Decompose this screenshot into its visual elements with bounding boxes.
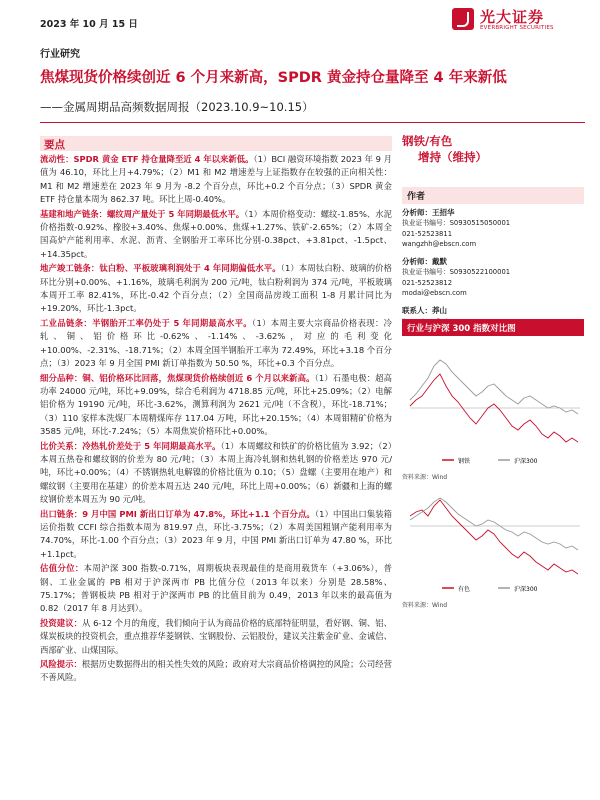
key-point-text: （1）本周钛白粉、玻璃的价格环比分别+0.00%、+1.16%，玻璃毛利润为 200 元/吨，钛白粉利润为 374 元/吨，平板玻璃本周开工率 82.41%，环比-0.42 个百分点；（2）全国商品房竣工面积 1-8 月累计同比为+19.20%，环比-1.3pct。 [40, 263, 392, 314]
series-line-index [410, 360, 578, 414]
key-point-lead: 工业品链条：半钢胎开工率仍处于 5 年同期最高水平。 [40, 317, 252, 328]
report-subtitle: ——金属周期品高频数据周报（2023.10.9~10.15） [40, 100, 314, 114]
analyst-email[interactable]: modai@ebscn.com [402, 289, 467, 298]
key-points-heading: 要点 [40, 136, 392, 151]
legend-steel: 钢铁 [458, 458, 471, 465]
key-point-lead: 流动性：SPDR 黄金 ETF 持仓量降至近 4 年以来新低。 [40, 154, 254, 164]
analyst-license: 执业证书编号：S0930522100001 [402, 268, 511, 277]
nonferrous-vs-index-chart [402, 486, 584, 596]
chart-heading: 行业与沪深 300 指数对比图 [402, 319, 584, 336]
analyst-email[interactable]: wangzhh@ebscn.com [402, 239, 477, 248]
key-point-paragraph [40, 562, 392, 616]
key-point-paragraph [40, 262, 392, 316]
key-point-text: （1）BCI 融资环境指数 2023 年 9 月值为 46.10，环比上月+4.79%；（2）M1 和 M2 增速差与上证指数存在较强的正向相关性：M1 和 M2 增速差在 2023 年 9 月为 -8.2 个百分点，环比+0.2 个百分点；（3）SPDR 黄金 ETF 持仓量本周为 862.37 吨。环比上周-0.40%。 [40, 154, 392, 205]
key-point-lead: 估值分位： [40, 563, 84, 574]
analyst-phone: 021-52523812 [402, 278, 453, 287]
key-point-text: 根据历史数据得出的相关性失效的风险；政府对大宗商品价格调控的风险；公司经营不善风险。 [40, 659, 393, 683]
rating-label: 增持（维持） [418, 150, 487, 164]
series-line-index [410, 498, 578, 550]
logo-text-cn: 光大证券 [480, 8, 545, 26]
key-point-text: 从 6-12 个月的角度，我们倾向于认为商品价格的底部特征明显，看好钢、铜、铝、煤炭板块的投资机会，重点推荐华菱钢铁、宝钢股份、云铝股份，建议关注紫金矿业、金诚信、西部矿业、山煤国际。 [40, 617, 392, 655]
key-point-paragraph [40, 208, 392, 262]
analyst-name: 分析师：王招华 [402, 208, 455, 217]
analyst-license: 执业证书编号：S0930515050001 [402, 219, 511, 228]
sector-label: 钢铁/有色 [402, 134, 453, 148]
legend-index: 沪深300 [514, 586, 538, 593]
author-heading: 作者 [402, 187, 584, 204]
analyst-block [402, 208, 584, 327]
key-point-lead: 基建和地产链条：螺纹周产量处于 5 年同期最低水平。 [40, 208, 245, 219]
key-point-paragraph [40, 317, 392, 371]
key-point-text: 本周沪深 300 指数-0.71%，周期板块表现最佳的是商用载货车（+3.06%），普钢、工业金属的 PB 相对于沪深两市 PB 比值分位（2013 年以来）分别是 28.58%、75.17%；普钢板块 PB 相对于沪深两市 PB 的比值目前为 0.49，2013 年以来的最高值为 0.82（2017 年 8 月达到）。 [40, 563, 392, 614]
key-point-text: （1）本周主要大宗商品价格表现：冷轧、铜、铝价格环比-0.62%、-1.14%、-3.62%，对应的毛利变化+10.00%、-2.31%、-18.71%；（2）本周全国半钢胎开工率为 72.49%，环比+3.18 个百分点；（3）2023 年 9 月全国 PMI 新订单指数为 50.50 %，环比+0.3 个百分点。 [40, 317, 392, 369]
key-point-paragraph [40, 440, 392, 507]
logo-text-en: EVERBRIGHT SECURITIES [480, 25, 554, 31]
section-label: 行业研究 [40, 49, 80, 60]
logo-mark-icon [452, 8, 474, 30]
key-point-paragraph [40, 153, 392, 207]
legend-index: 沪深300 [514, 458, 538, 465]
key-point-lead: 风险提示： [40, 659, 82, 670]
analyst-name: 分析师：戴默 [402, 257, 447, 267]
legend-nonferrous: 有色 [458, 586, 471, 593]
key-point-lead: 比价关系：冷热轧价差处于 5 年同期最高水平。 [40, 440, 221, 451]
key-points-body [40, 153, 392, 686]
sidebar [402, 134, 584, 327]
header-divider [40, 122, 585, 123]
key-point-text: （1）本周螺纹和铁矿的价格比值为 3.92；（2）本周五热卷和螺纹钢的价差为 80 元/吨；（3）本周上海冷轧钢和热轧钢的价格差达 970 元/吨，环比+0.00%；（4）不锈钢热轧电解镍的价格比值为 0.10；（5）盘螺（主要用在地产）和螺纹钢（主要用在基建）的价差本周五达 240 元/吨，环比上周+0.00%；（6）新疆和上海的螺纹钢价差本周五为 90 元/吨。 [40, 440, 392, 505]
key-point-text: （1）本周价格变动：螺纹-1.85%、水泥价格指数-0.92%、橡胶+3.40%、焦煤+0.00%、焦煤+1.27%、铁矿-2.65%；（2）本周全国高炉产能利用率、水泥、沥青、全钢胎开工率环比分别-0.38pct、+3.81pct、-1.5pct、+14.35pct。 [40, 208, 392, 259]
analyst-phone: 021-52523811 [402, 229, 453, 238]
key-point-paragraph [40, 658, 392, 685]
key-point-paragraph [40, 617, 392, 657]
chart-source: 资料来源：Wind [402, 474, 448, 481]
key-point-paragraph [40, 508, 392, 562]
contact-name: 联系人：莽山 [402, 306, 447, 316]
key-point-paragraph [40, 372, 392, 439]
logo [452, 6, 582, 34]
key-point-text: （1）石墨电极：超高功率 24000 元/吨，环比+9.09%，综合毛利润为 4718.85 元/吨，环比+25.09%；（2）电解铝价格为 19190 元/吨，环比-3.62%，测算利润为 2621 元/吨（不含税），环比-18.71%；（3）110 家样本洗煤厂本周精煤库存 117.04 万吨，环比+20.15%；（4）本周钼精矿价格为 3585 元/吨，环比-7.24%；（5）本周焦炭价格环比+0.00%。 [40, 372, 392, 437]
report-date: 2023 年 10 月 15 日 [40, 19, 138, 30]
series-line-nonferrous [410, 500, 578, 574]
key-point-lead: 地产竣工链条：钛白粉、平板玻璃利润处于 4 年同期偏低水平。 [40, 263, 281, 274]
report-title: 焦煤现货价格续创近 6 个月来新高，SPDR 黄金持仓量降至 4 年来新低 [40, 70, 507, 86]
key-point-lead: 投资建议： [40, 617, 83, 628]
steel-vs-index-chart [402, 338, 584, 468]
key-point-text: （1）中国出口集装箱运价指数 CCFI 综合指数本周为 819.97 点，环比-3.75%；（2）本周美国粗钢产能利用率为 74.70%，环比-1.00 个百分点；（3）2023 年 9 月，中国 PMI 新出口订单为 47.80 %，环比+1.1pct。 [40, 508, 392, 559]
chart-source: 资料来源：Wind [402, 602, 448, 609]
key-point-lead: 细分品种：铜、铝价格环比回落，焦煤现货价格续创近 6 个月以来新高。 [40, 372, 315, 383]
key-point-lead: 出口链条：9 月中国 PMI 新出口订单为 47.8%，环比+1.1 个百分点。 [40, 508, 315, 519]
